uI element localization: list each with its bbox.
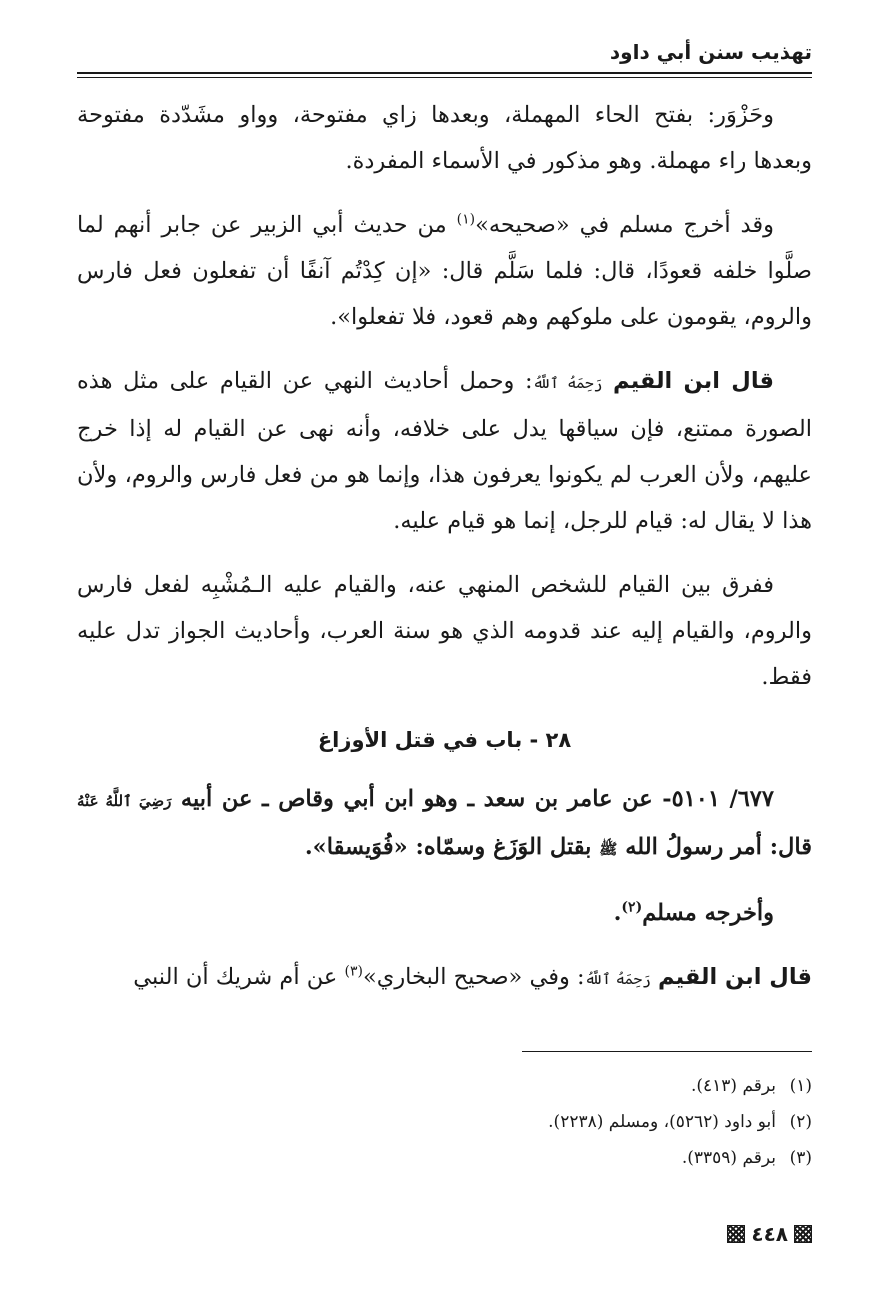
footnotes bbox=[77, 1068, 812, 1176]
footnote-ref-1[interactable]: (١) bbox=[456, 211, 476, 228]
footnote-text: برقم (٣٣٥٩). bbox=[681, 1148, 776, 1168]
speaker-label-2: قال ابن القيم bbox=[658, 964, 812, 990]
honorific-sahabi: رَضِيَ ٱللَّهُ عَنْهُ bbox=[77, 792, 172, 810]
footnote-2 bbox=[77, 1104, 812, 1140]
footnote-number: (٢) bbox=[789, 1112, 812, 1132]
footnote-1 bbox=[77, 1068, 812, 1104]
hadith-text bbox=[77, 776, 812, 872]
footnote-divider bbox=[522, 1051, 812, 1052]
footnote-3 bbox=[77, 1140, 812, 1176]
hadith-text-c: بقتل الوَزَغ وسمّاه: «فُوَيسقا». bbox=[304, 834, 600, 860]
page-number: ٤٤٨ bbox=[751, 1222, 788, 1246]
paragraph-7-text-b: عن أم شريك أن النبي bbox=[133, 964, 345, 990]
honorific: رَحِمَهُ ٱللَّهُ bbox=[532, 374, 603, 392]
main-text bbox=[77, 92, 812, 1020]
honorific-2: رَحِمَهُ ٱللَّهُ bbox=[584, 970, 651, 988]
footnote-text: أبو داود (٥٢٦٢)، ومسلم (٢٢٣٨). bbox=[548, 1112, 776, 1132]
paragraph-2 bbox=[77, 202, 812, 340]
running-header bbox=[77, 34, 812, 74]
honorific-prophet: ﷺ bbox=[599, 840, 618, 858]
page-number-block bbox=[727, 1222, 812, 1246]
hadith-text-b: قال: أمر رسولُ الله bbox=[625, 834, 812, 860]
paragraph-7 bbox=[77, 954, 812, 1002]
paragraph-6-text-a: وأخرجه مسلم bbox=[642, 900, 774, 926]
paragraph-2-text-a: وقد أخرج مسلم في «صحيحه» bbox=[475, 212, 774, 238]
paragraph-3 bbox=[77, 358, 812, 544]
footnote-number: (١) bbox=[789, 1076, 812, 1096]
book-title: تهذيب سنن أبي داود bbox=[609, 40, 812, 64]
footnote-number: (٣) bbox=[789, 1148, 812, 1168]
paragraph-2-text-b: من حديث أبي الزبير عن جابر أنهم لما صلَّوا خلفه قعودًا، قال: فلما سَلَّم قال: «إن كِدْتُم آنفًا أن تفعلون فعل فارس والروم، يقومون على ملوكهم وهم قعود، فلا تفعلوا». bbox=[77, 212, 812, 330]
hadith-text-a: ٦٧٧/ ٥١٠١- عن عامر بن سعد ـ وهو ابن أبي وقاص ـ عن أبيه bbox=[180, 786, 774, 812]
paragraph-3-text: : وحمل أحاديث النهي عن القيام على مثل هذه الصورة ممتنع، فإن سياقها يدل على خلافه، وأنه نهى عن القيام له إذا خرج عليهم، ولأن العرب لم يكونوا يعرفون هذا، وإنما هو من فعل فارس والروم، ولأن هذا لا يقال له: قيام للرجل، إنما هو قيام عليه. bbox=[77, 368, 812, 534]
paragraph-1: وحَزْوَر: بفتح الحاء المهملة، وبعدها زاي مفتوحة، وواو مشَدّدة مفتوحة وبعدها راء مهملة. وهو مذكور في الأسماء المفردة. bbox=[77, 102, 812, 174]
chapter-heading: ٢٨ - باب في قتل الأوزاغ bbox=[317, 728, 572, 752]
ornament-icon bbox=[794, 1225, 812, 1243]
paragraph-4: ففرق بين القيام للشخص المنهي عنه، والقيام عليه الـمُشْبِه لفعل فارس والروم، والقيام إليه عند قدومه الذي هو سنة العرب، وأحاديث الجواز تدل عليه فقط. bbox=[77, 572, 812, 690]
footnote-ref-3[interactable]: (٣) bbox=[344, 963, 363, 980]
footnote-text: برقم (٤١٣). bbox=[690, 1076, 776, 1096]
speaker-label: قال ابن القيم bbox=[613, 368, 775, 394]
paragraph-7-text-a: : وفي «صحيح البخاري» bbox=[362, 964, 585, 990]
footnote-ref-2[interactable]: (٢) bbox=[621, 899, 643, 916]
paragraph-6 bbox=[77, 890, 812, 936]
paragraph-6-text-b: . bbox=[613, 900, 622, 926]
ornament-icon bbox=[727, 1225, 745, 1243]
